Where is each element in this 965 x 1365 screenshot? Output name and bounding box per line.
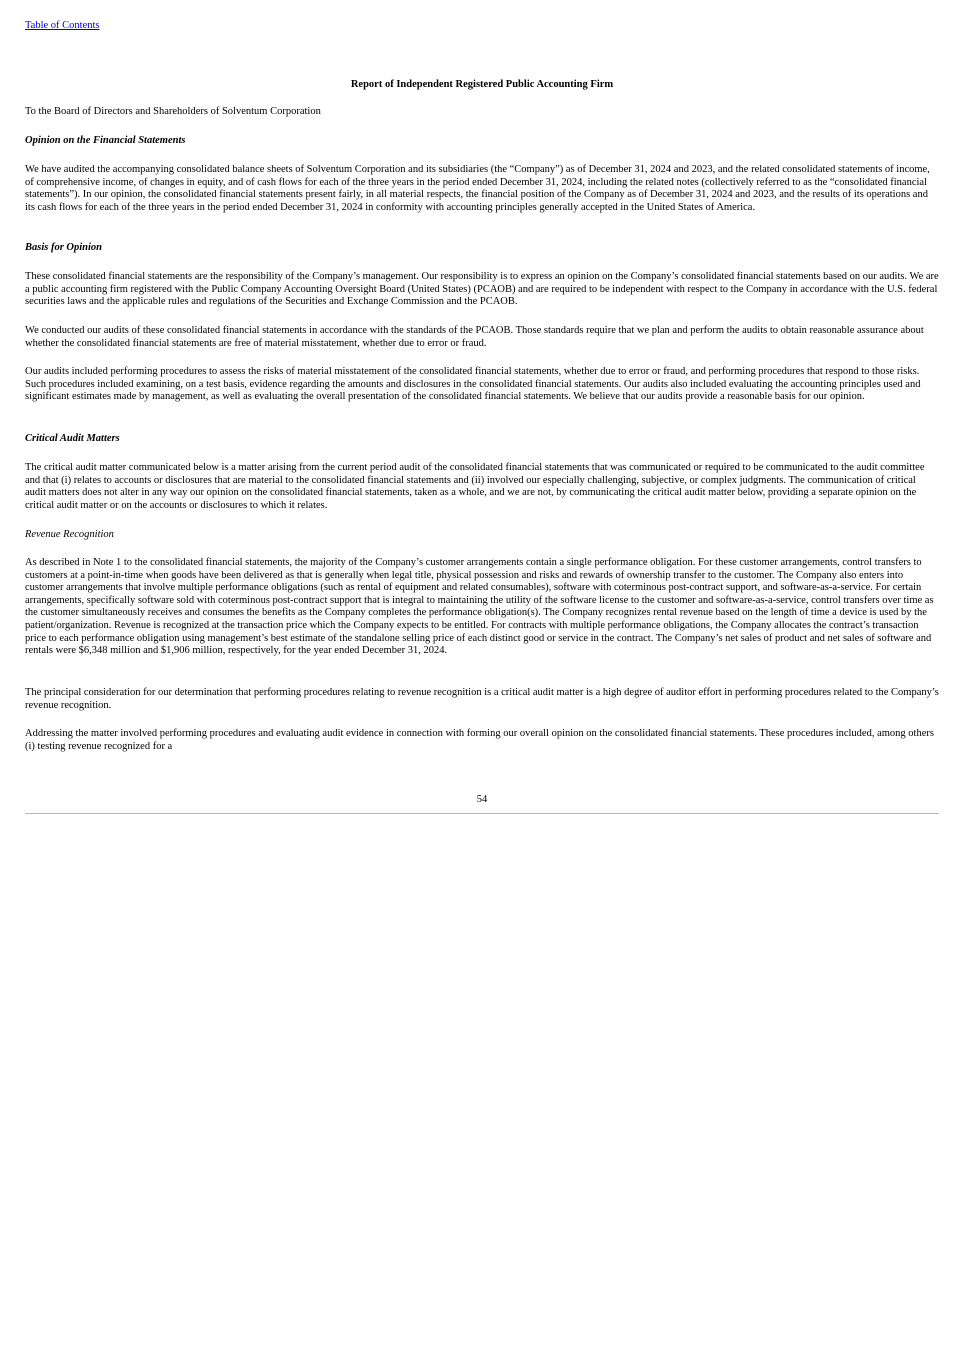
paragraph-revenue-3: Addressing the matter involved performing procedures and evaluating audit evidence in connection with forming our overall opinion on the consolidated financial statements. These procedures included, among others (i) testing revenue recognized for a: [25, 728, 934, 752]
paragraph-basis-2: We conducted our audits of these consolidated financial statements in accordance with the standards of the PCAOB. Those standards require that we plan and perform the audits to obtain reasonable assurance about whether the consolidated financial statements are free of material misstatement, whether due to error or fraud.: [25, 325, 924, 349]
section-heading-opinion: Opinion on the Financial Statements: [25, 135, 186, 146]
page-number: 54: [476, 794, 488, 805]
paragraph-critical: The critical audit matter communicated below is a matter arising from the current period audit of the consolidated financial statements that was communicated or required to be communicated to the audit committee and that (i) relates to accounts or disclosures that are material to the consolidated financial statements and (ii) involved our especially challenging, subjective, or complex judgments. The communication of critical audit matters does not alter in any way our opinion on the consolidated financial statements, taken as a whole, and we are not, by communicating the critical audit matter below, providing a separate opinion on the critical audit matter or on the accounts or disclosures to which it relates.: [25, 462, 925, 511]
addressee: To the Board of Directors and Shareholders of Solventum Corporation: [25, 106, 321, 117]
table-of-contents-link[interactable]: Table of Contents: [25, 20, 100, 31]
subheading-revenue-recognition: Revenue Recognition: [25, 529, 114, 540]
section-heading-basis: Basis for Opinion: [25, 242, 103, 253]
paragraph-revenue-2: The principal consideration for our determination that performing procedures relating to revenue recognition is a critical audit matter is a high degree of auditor effort in performing procedures related to the Company’s revenue recognition.: [25, 687, 939, 711]
section-heading-critical: Critical Audit Matters: [25, 433, 120, 444]
page-divider: [25, 813, 939, 814]
paragraph-revenue-1: As described in Note 1 to the consolidated financial statements, the majority of the Company’s customer arrangements contain a single performance obligation. For these customer arrangements, control transfers to customers at a point-in-time when goods have been delivered as that is generally when legal title, physical possession and risks and rewards of ownership transfer to the customer. The Company also enters into customer arrangements that involve multiple performance obligations (such as rental of equipment and related consumables), software with coterminous post-contract support, and software-as-a-service. For certain arrangements, specifically software sold with coterminous post-contract support that is integral to maintaining the utility of the software license to the customer and software-as-a-service, control transfers over time as the customer simultaneously receives and consumes the benefits as the Company completes the performance obligation(s). The Company recognizes rental revenue based on the length of time a device is used by the patient/organization. Revenue is recognized at the transaction price which the Company expects to be entitled. For contracts with multiple performance obligations, the Company allocates the contract’s transaction price to each performance obligation using management’s best estimate of the standalone selling price of each distinct good or service in the contract. The Company’s net sales of product and net sales of software and rentals were $6,348 million and $1,906 million, respectively, for the year ended December 31, 2024.: [25, 557, 934, 657]
paragraph-basis-3: Our audits included performing procedures to assess the risks of material misstatement of the consolidated financial statements, whether due to error or fraud, and performing procedures that respond to those risks. Such procedures included examining, on a test basis, evidence regarding the amounts and disclosures in the consolidated financial statements. Our audits also included evaluating the accounting principles used and significant estimates made by management, as well as evaluating the overall presentation of the consolidated financial statements. We believe that our audits provide a reasonable basis for our opinion.: [25, 366, 921, 403]
report-title: Report of Independent Registered Public Accounting Firm: [350, 79, 614, 90]
paragraph-basis-1: These consolidated financial statements are the responsibility of the Company’s management. Our responsibility is to express an opinion on the Company’s consolidated financial statements based on our audits. We are a public accounting firm registered with the Public Company Accounting Oversight Board (United States) (PCAOB) and are required to be independent with respect to the Company in accordance with the U.S. federal securities laws and the applicable rules and regulations of the Securities and Exchange Commission and the PCAOB.: [25, 271, 939, 308]
paragraph-opinion: We have audited the accompanying consolidated balance sheets of Solventum Corporation and its subsidiaries (the “Company”) as of December 31, 2024 and 2023, and the related consolidated statements of income, of comprehensive income, of changes in equity, and of cash flows for each of the three years in the period ended December 31, 2024, including the related notes (collectively referred to as the “consolidated financial statements”). In our opinion, the consolidated financial statements present fairly, in all material respects, the financial position of the Company as of December 31, 2024 and 2023, and the results of its operations and its cash flows for each of the three years in the period ended December 31, 2024 in conformity with accounting principles generally accepted in the United States of America.: [25, 164, 930, 213]
